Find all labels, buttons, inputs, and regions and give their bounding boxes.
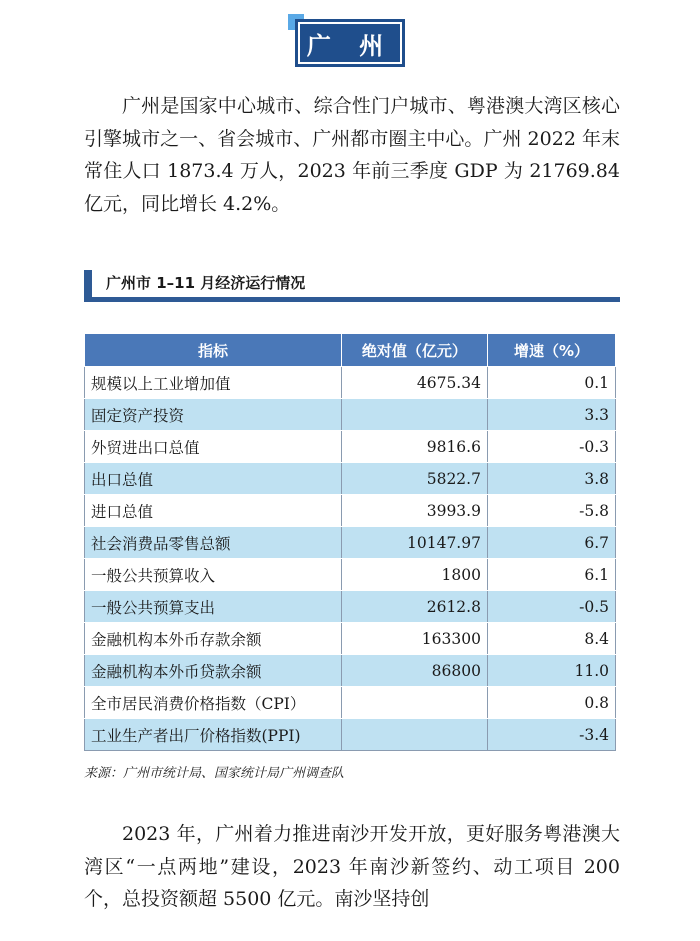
row-growth: -0.3 xyxy=(487,431,615,463)
row-absolute: 2612.8 xyxy=(341,591,487,623)
table-row xyxy=(85,527,616,559)
table-row xyxy=(85,591,616,623)
row-growth: 0.1 xyxy=(487,367,615,399)
row-growth: 6.1 xyxy=(487,559,615,591)
table-header-row xyxy=(85,334,616,367)
row-growth: 3.8 xyxy=(487,463,615,495)
table-row xyxy=(85,719,616,751)
row-absolute xyxy=(341,719,487,751)
economy-table xyxy=(84,333,616,751)
row-name: 工业生产者出厂价格指数(PPI) xyxy=(85,719,342,751)
row-name: 金融机构本外币存款余额 xyxy=(85,623,342,655)
row-absolute: 86800 xyxy=(341,655,487,687)
table-row xyxy=(85,495,616,527)
row-name: 全市居民消费价格指数（CPI） xyxy=(85,687,342,719)
table-row xyxy=(85,399,616,431)
row-name: 社会消费品零售总额 xyxy=(85,527,342,559)
table-row xyxy=(85,367,616,399)
header-indicator: 指标 xyxy=(85,334,342,367)
row-absolute xyxy=(341,687,487,719)
header-growth: 增速（%） xyxy=(487,334,615,367)
row-growth: -0.5 xyxy=(487,591,615,623)
header-absolute: 绝对值（亿元） xyxy=(341,334,487,367)
row-absolute: 9816.6 xyxy=(341,431,487,463)
row-name: 金融机构本外币贷款余额 xyxy=(85,655,342,687)
caption-marker xyxy=(84,270,92,297)
row-name: 规模以上工业增加值 xyxy=(85,367,342,399)
row-name: 一般公共预算支出 xyxy=(85,591,342,623)
row-absolute xyxy=(341,399,487,431)
table-title: 广州市 1–11 月经济运行情况 xyxy=(106,274,306,292)
table-row xyxy=(85,463,616,495)
row-growth: 3.3 xyxy=(487,399,615,431)
row-growth: 0.8 xyxy=(487,687,615,719)
table-caption-bar xyxy=(84,268,620,302)
row-absolute: 163300 xyxy=(341,623,487,655)
table-row xyxy=(85,431,616,463)
row-absolute: 1800 xyxy=(341,559,487,591)
row-name: 一般公共预算收入 xyxy=(85,559,342,591)
row-absolute: 5822.7 xyxy=(341,463,487,495)
table-row xyxy=(85,559,616,591)
row-growth: 11.0 xyxy=(487,655,615,687)
table-row xyxy=(85,623,616,655)
table-source-note: 来源：广州市统计局、国家统计局广州调查队 xyxy=(84,766,345,781)
row-absolute: 10147.97 xyxy=(341,527,487,559)
row-growth: -5.8 xyxy=(487,495,615,527)
body-paragraph: 2023 年，广州着力推进南沙开发开放，更好服务粤港澳大湾区“一点两地”建设，2023 年南沙新签约、动工项目 200 个，总投资额超 5500 亿元。南沙坚持创 xyxy=(84,823,620,910)
row-name: 固定资产投资 xyxy=(85,399,342,431)
table-row xyxy=(85,655,616,687)
row-growth: 6.7 xyxy=(487,527,615,559)
row-growth: 8.4 xyxy=(487,623,615,655)
row-name: 外贸进出口总值 xyxy=(85,431,342,463)
page-title: 广 州 xyxy=(298,22,402,64)
table-row xyxy=(85,687,616,719)
title-banner xyxy=(0,0,700,80)
row-name: 出口总值 xyxy=(85,463,342,495)
row-growth: -3.4 xyxy=(487,719,615,751)
row-absolute: 4675.34 xyxy=(341,367,487,399)
row-name: 进口总值 xyxy=(85,495,342,527)
intro-paragraph: 广州是国家中心城市、综合性门户城市、粤港澳大湾区核心引擎城市之一、省会城市、广州都市圈主中心。广州 2022 年末常住人口 1873.4 万人，2023 年前三季度 GDP 为 21769.84 亿元，同比增长 4.2%。 xyxy=(84,95,620,215)
row-absolute: 3993.9 xyxy=(341,495,487,527)
